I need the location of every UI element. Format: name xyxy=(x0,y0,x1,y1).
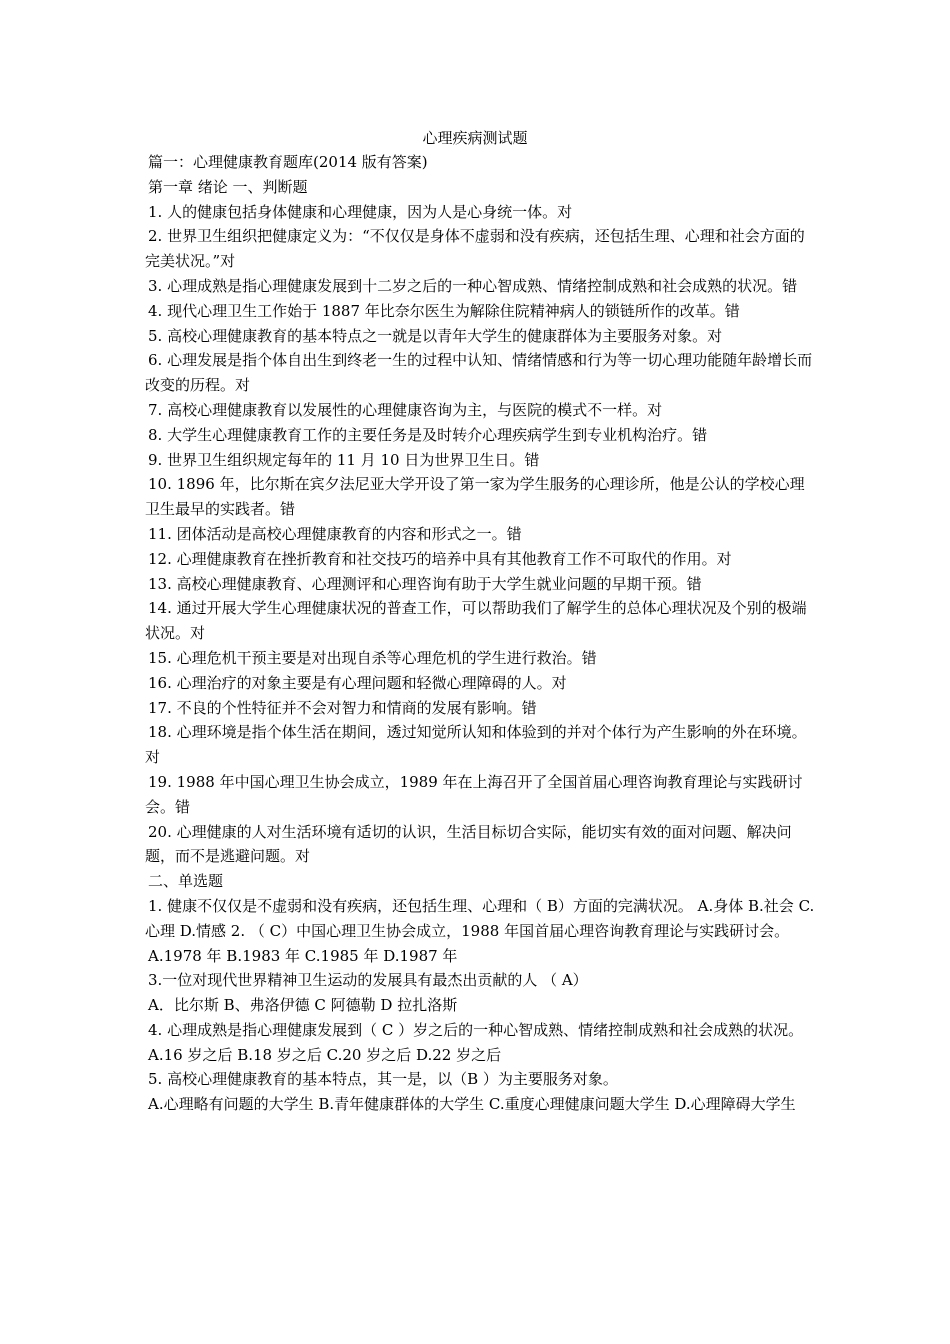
answer-options: A.心理略有问题的大学生 B.青年健康群体的大学生 C.重度心理健康问题大学生 D.心理障碍大学生 xyxy=(148,1095,796,1114)
question-item: 18. 心理环境是指个体生活在期间，透过知觉所认知和体验到的并对个体行为产生影响的外在环境。对 xyxy=(145,723,807,767)
question-item: 9. 世界卫生组织规定每年的 11 月 10 日为世界卫生日。错 xyxy=(148,450,540,469)
question-item: 6. 心理发展是指个体自出生到终老一生的过程中认知、情绪情感和行为等一切心理功能随年龄增长而改变的历程。对 xyxy=(145,351,813,395)
question-item: 11. 团体活动是高校心理健康教育的内容和形式之一。错 xyxy=(148,524,522,543)
question-item: 7. 高校心理健康教育以发展性的心理健康咨询为主，与医院的模式不一样。对 xyxy=(148,400,663,419)
question-item: 3.一位对现代世界精神卫生运动的发展具有最杰出贡献的人 （ A） xyxy=(148,971,588,990)
chapter-heading: 第一章 绪论 一、判断题 xyxy=(148,177,308,196)
question-item: 4. 心理成熟是指心理健康发展到（ C ）岁之后的一种心智成熟、情绪控制成熟和社会成熟的状况。 xyxy=(148,1020,804,1039)
answer-options: A.1978 年 B.1983 年 C.1985 年 D.1987 年 xyxy=(148,946,458,965)
answer-options: A．比尔斯 B、弗洛伊德 C 阿德勒 D 拉扎洛斯 xyxy=(148,996,458,1015)
question-item: 5. 高校心理健康教育的基本特点，其一是，以（B ）为主要服务对象。 xyxy=(148,1070,618,1089)
question-item: 14. 通过开展大学生心理健康状况的普查工作，可以帮助我们了解学生的总体心理状况及个别的极端状况。对 xyxy=(145,599,807,643)
answer-options: A.16 岁之后 B.18 岁之后 C.20 岁之后 D.22 岁之后 xyxy=(148,1045,502,1064)
section-heading: 篇一：心理健康教育题库(2014 版有答案) xyxy=(148,153,428,171)
question-item: 15. 心理危机干预主要是对出现自杀等心理危机的学生进行救治。错 xyxy=(148,648,597,667)
question-item: 20. 心理健康的人对生活环境有适切的认识，生活目标切合实际，能切实有效的面对问题、解决问题，而不是逃避问题。对 xyxy=(145,822,792,866)
question-item: 1. 人的健康包括身体健康和心理健康，因为人是心身统一体。对 xyxy=(148,202,573,221)
section-heading: 二、单选题 xyxy=(148,872,224,891)
question-item: 8. 大学生心理健康教育工作的主要任务是及时转介心理疾病学生到专业机构治疗。错 xyxy=(148,425,708,444)
question-item: 17. 不良的个性特征并不会对智力和情商的发展有影响。错 xyxy=(148,698,537,717)
document-title: 心理疾病测试题 xyxy=(422,129,528,147)
question-item: 4. 现代心理卫生工作始于 1887 年比奈尔医生为解除住院精神病人的锁链所作的改革。错 xyxy=(148,301,740,320)
question-item: 16. 心理治疗的对象主要是有心理问题和轻微心理障碍的人。对 xyxy=(148,673,567,692)
question-item: 12. 心理健康教育在挫折教育和社交技巧的培养中具有其他教育工作不可取代的作用。对 xyxy=(148,549,732,568)
question-item: 5. 高校心理健康教育的基本特点之一就是以青年大学生的健康群体为主要服务对象。对 xyxy=(148,326,723,345)
question-item: 1. 健康不仅仅是不虚弱和没有疾病，还包括生理、心理和（ B）方面的完满状况。 A.身体 B.社会 C.心理 D.情感 2. （ C）中国心理卫生协会成立，1988 年国首届心理咨询教育理论与实践研讨会。 xyxy=(145,896,815,940)
question-item: 2. 世界卫生组织把健康定义为：“不仅仅是身体不虚弱和没有疾病，还包括生理、心理和社会方面的完美状况。”对 xyxy=(145,227,805,271)
document-body xyxy=(145,150,817,1117)
question-item: 19. 1988 年中国心理卫生协会成立，1989 年在上海召开了全国首届心理咨询教育理论与实践研讨会。错 xyxy=(145,772,803,816)
question-item: 13. 高校心理健康教育、心理测评和心理咨询有助于大学生就业问题的早期干预。错 xyxy=(148,574,702,593)
question-item: 3. 心理成熟是指心理健康发展到十二岁之后的一种心智成熟、情绪控制成熟和社会成熟的状况。错 xyxy=(148,276,798,295)
question-item: 10. 1896 年，比尔斯在宾夕法尼亚大学开设了第一家为学生服务的心理诊所，他是公认的学校心理卫生最早的实践者。错 xyxy=(145,475,805,519)
